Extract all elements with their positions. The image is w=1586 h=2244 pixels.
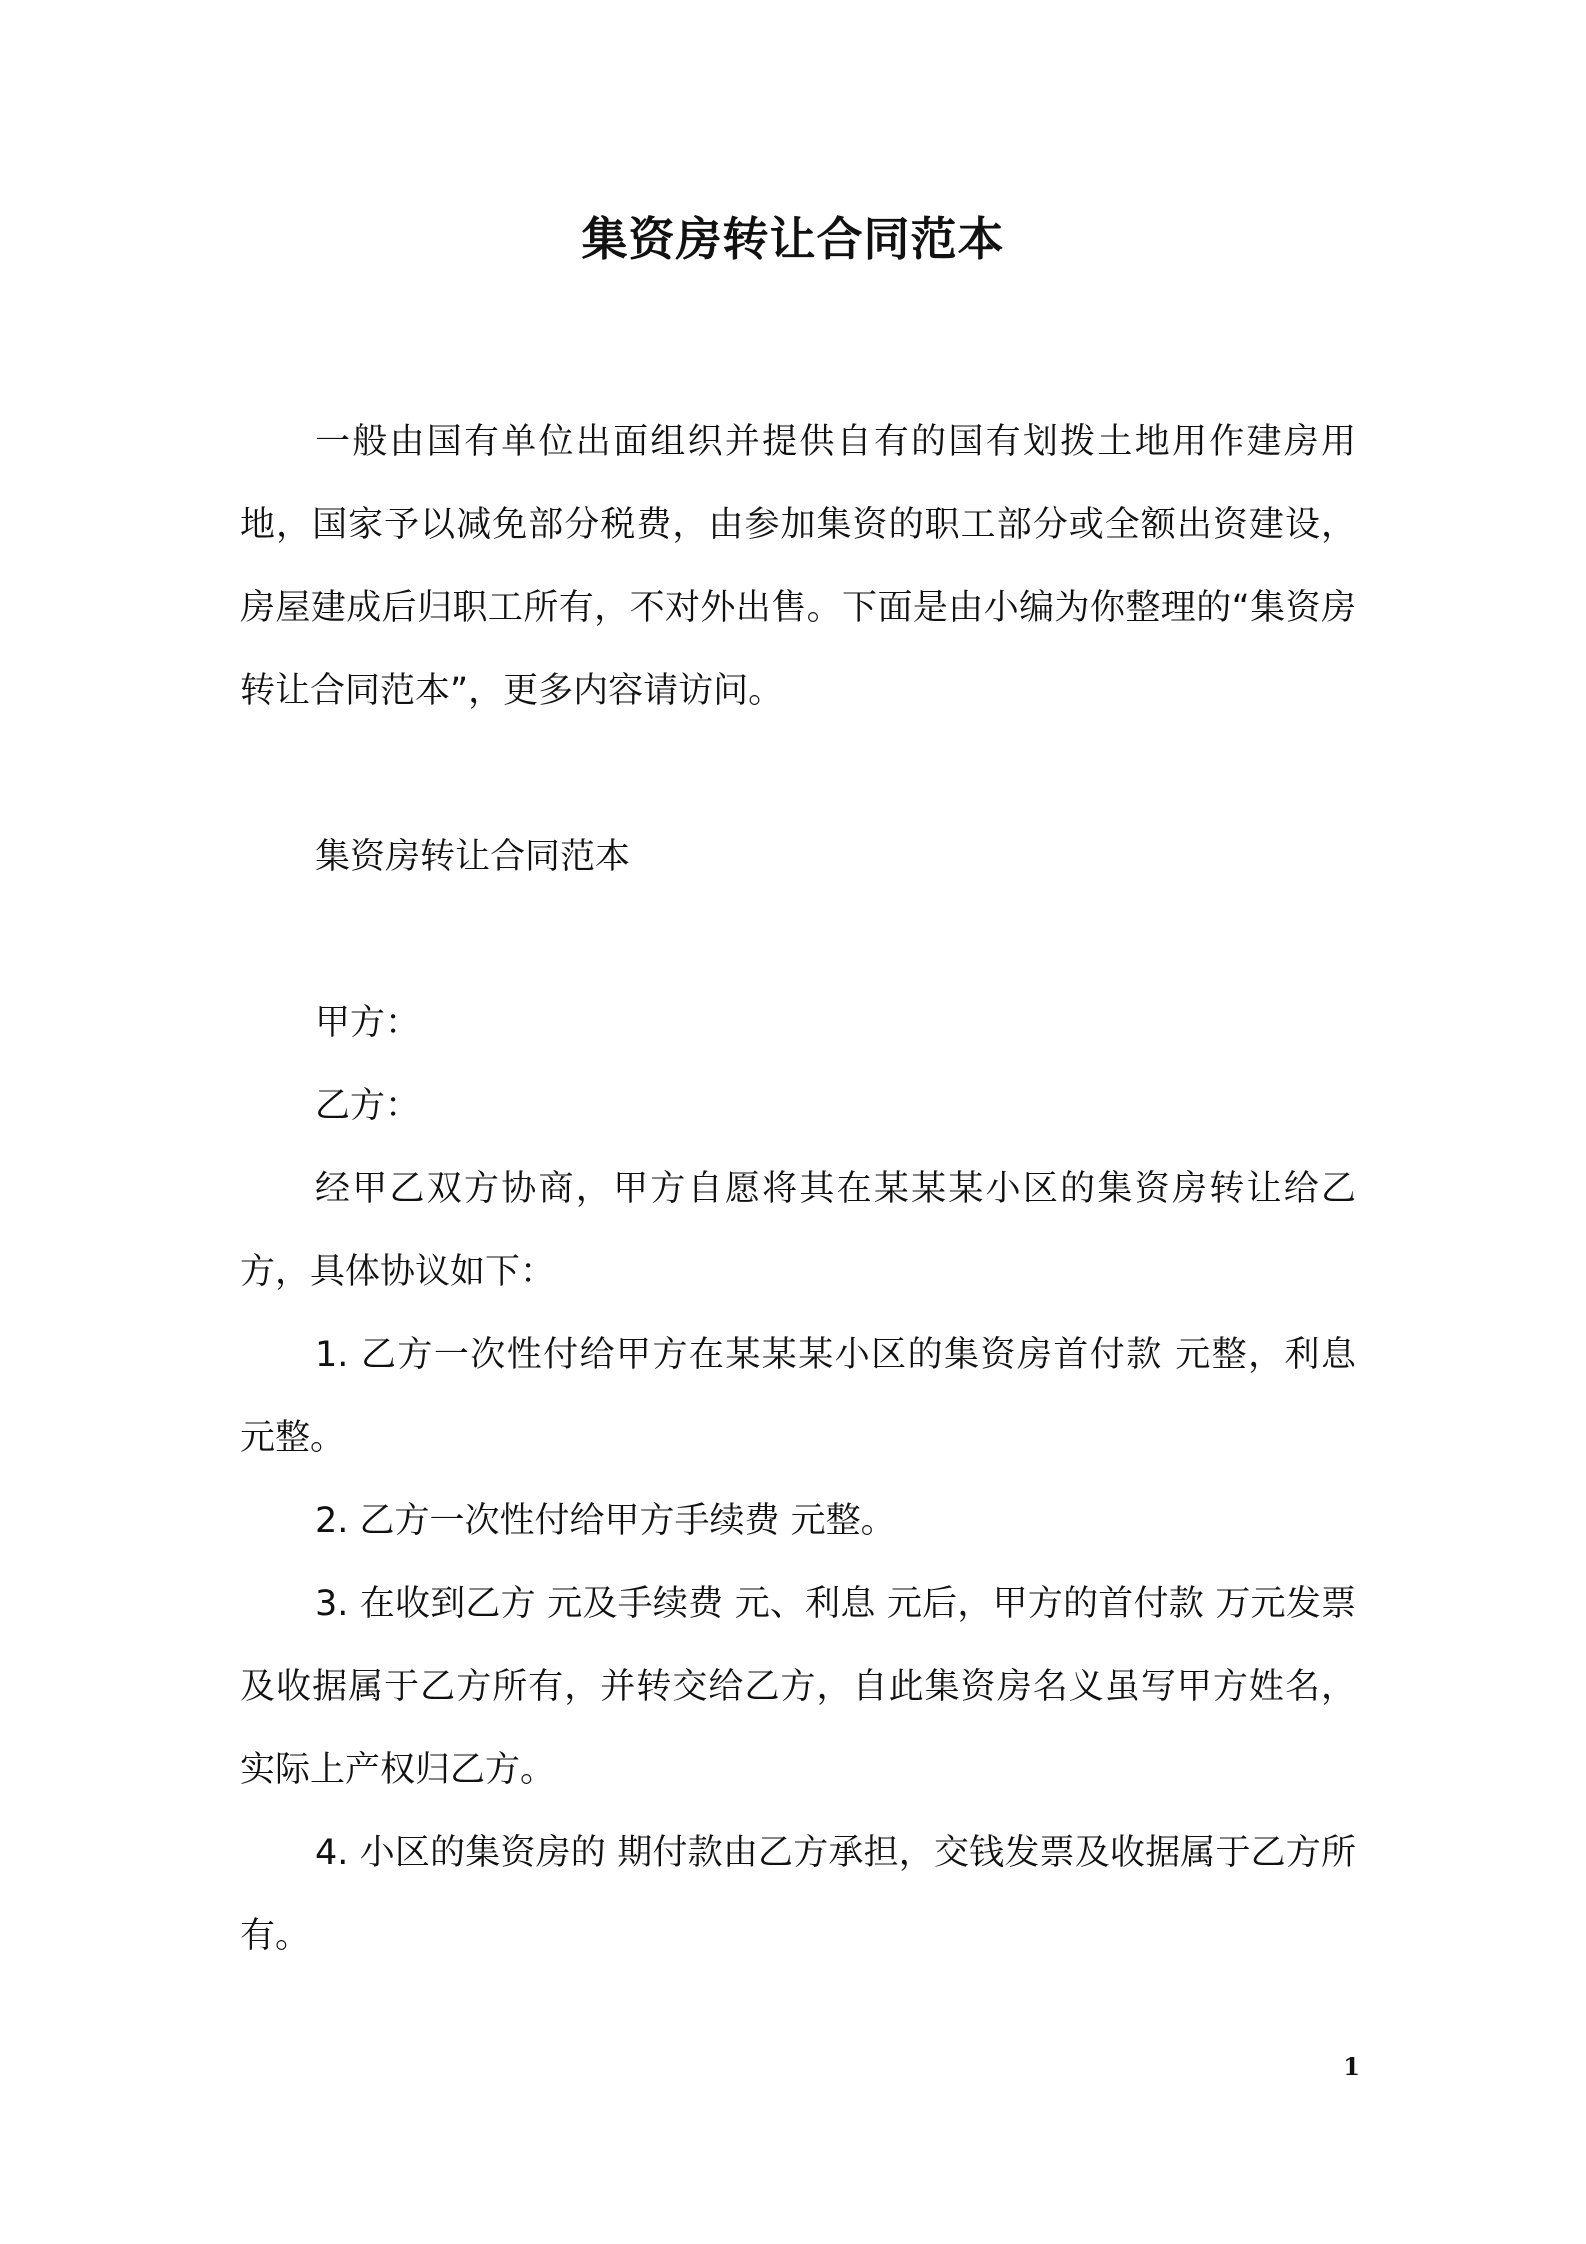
clause-paragraph: 1. 乙方一次性付给甲方在某某某小区的集资房首付款 元整，利息 元整。 bbox=[240, 1335, 1356, 1458]
section-subtitle: 集资房转让合同范本 bbox=[315, 837, 631, 877]
spacer bbox=[240, 899, 1356, 982]
intro-paragraph: 一般由国有单位出面组织并提供自有的国有划拨土地用作建房用地，国家予以减免部分税费，由参加集资的职工部分或全额出资建设，房屋建成后归职工所有，不对外出售。下面是由小编为你整理的“集资房转让合同范本”，更多内容请访问。 bbox=[240, 422, 1356, 711]
spacer bbox=[240, 733, 1356, 816]
document-title: 集资房转让合同范本 bbox=[581, 212, 1005, 266]
clause-paragraph: 4. 小区的集资房的 期付款由乙方承担，交钱发票及收据属于乙方所有。 bbox=[240, 1833, 1356, 1956]
agreement-intro-paragraph: 经甲乙双方协商，甲方自愿将其在某某某小区的集资房转让给乙方，具体协议如下： bbox=[240, 1169, 1356, 1292]
page-number: 1 bbox=[1343, 2052, 1360, 2081]
document-body bbox=[240, 401, 1356, 1978]
party-a-label: 甲方： bbox=[315, 1003, 421, 1043]
clause-paragraph: 2. 乙方一次性付给甲方手续费 元整。 bbox=[315, 1501, 896, 1541]
clause-paragraph: 3. 在收到乙方 元及手续费 元、利息 元后，甲方的首付款 万元发票及收据属于乙方所有，并转交给乙方，自此集资房名义虽写甲方姓名，实际上产权归乙方。 bbox=[240, 1584, 1356, 1790]
party-b-label: 乙方： bbox=[315, 1086, 421, 1126]
